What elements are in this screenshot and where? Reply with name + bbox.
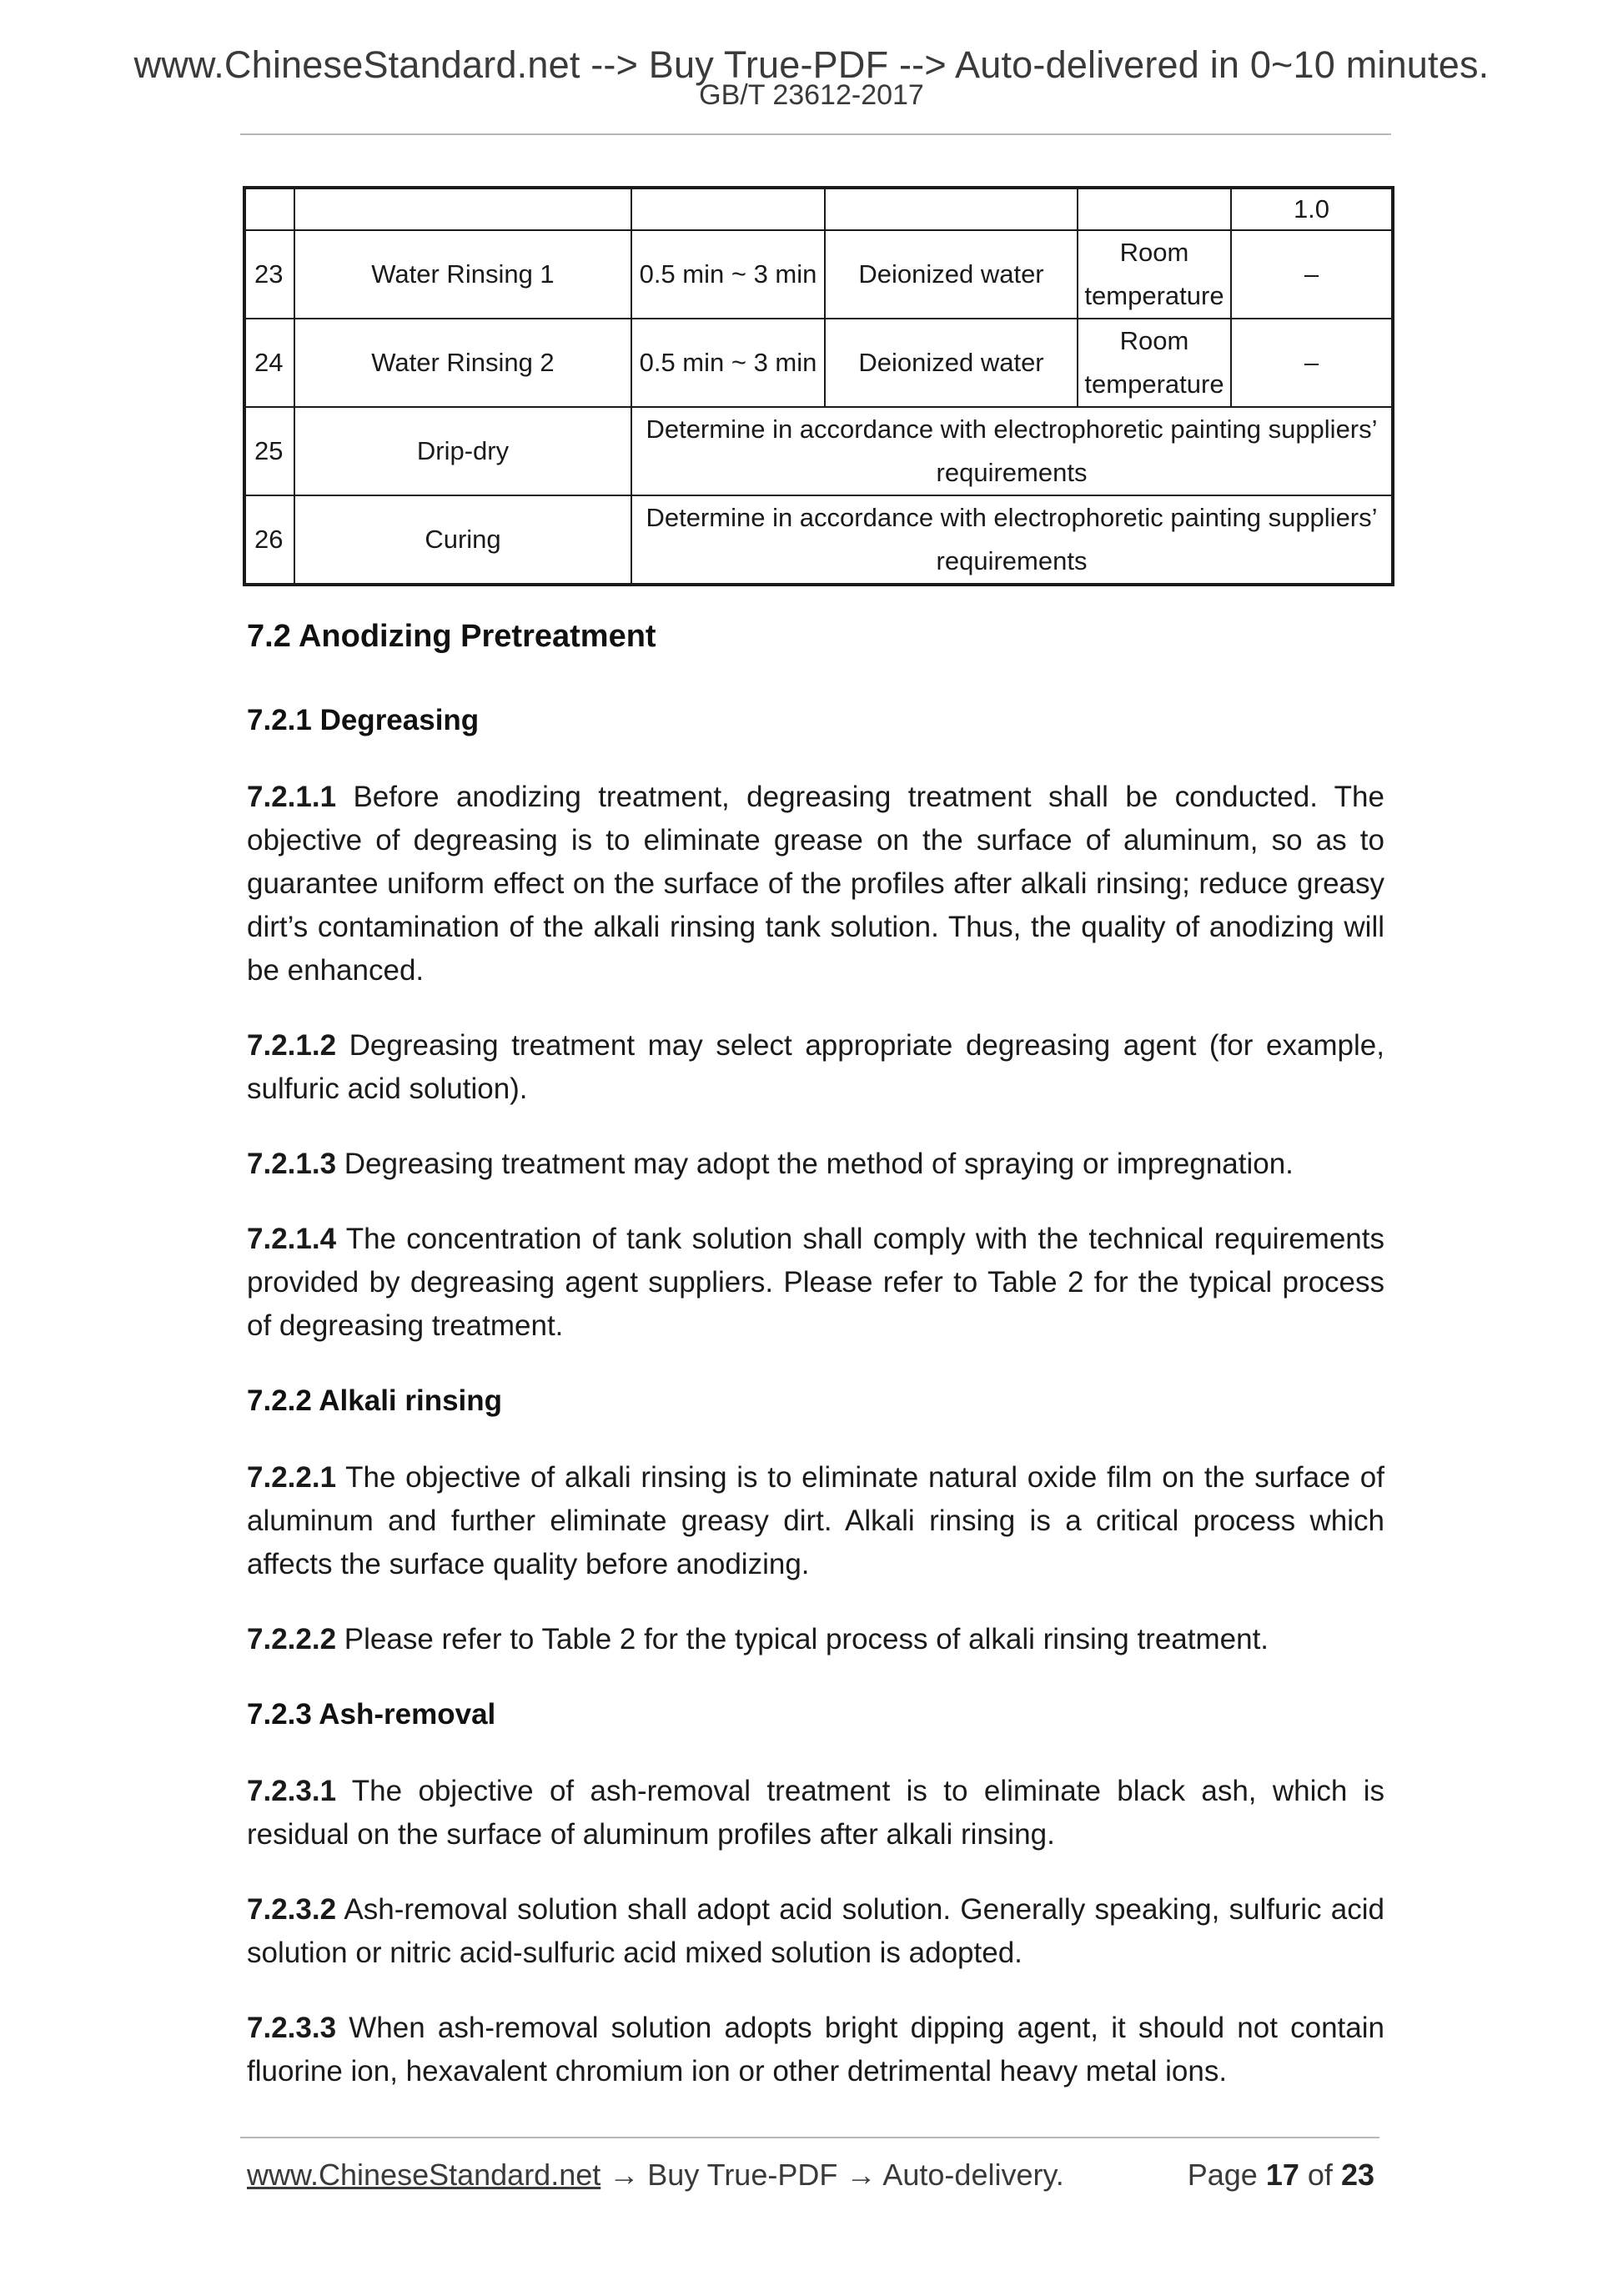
step-number: 24: [244, 319, 294, 407]
clause-number: 7.2.1.3: [247, 1148, 337, 1180]
paragraph: [247, 1143, 1384, 1186]
table-row: [244, 407, 1393, 495]
subsection-heading: 7.2.1 Degreasing: [247, 704, 480, 736]
arrow-right-icon: →: [846, 2158, 877, 2192]
clause-text: Degreasing treatment may select appropriate degreasing agent (for example, sulfuric acid solution).: [247, 1029, 1384, 1105]
step-number: 25: [244, 407, 294, 495]
step-medium: Deionized water: [825, 319, 1078, 407]
paragraph: [247, 1618, 1384, 1661]
clause-number: 7.2.1.2: [247, 1029, 337, 1062]
table-row: [244, 230, 1393, 319]
paragraph: [247, 776, 1384, 992]
clause-text: The objective of ash-removal treatment is to eliminate black ash, which is residual on the surface of aluminum profiles after alkali rinsing.: [247, 1775, 1384, 1851]
clause-number: 7.2.3.3: [247, 2012, 337, 2044]
step-other: –: [1231, 319, 1393, 407]
step-number: 26: [244, 495, 294, 585]
step-time: 0.5 min ~ 3 min: [631, 319, 825, 407]
clause-text: The objective of alkali rinsing is to eliminate natural oxide film on the surface of aluminum and further eliminate greasy dirt. Alkali rinsing is a critical process which affects the surface quality before anodizing.: [247, 1461, 1384, 1580]
footer-delivery-text: Auto-delivery.: [882, 2158, 1064, 2192]
table-cell: 1.0: [1231, 188, 1393, 230]
clause-number: 7.2.3.2: [247, 1893, 337, 1926]
table-cell: [1078, 188, 1231, 230]
step-temperature: Room temperature: [1078, 319, 1231, 407]
clause-text: When ash-removal solution adopts bright dipping agent, it should not contain fluorine ion, hexavalent chromium ion or other detrimental heavy metal ions.: [247, 2012, 1384, 2088]
table-cell: [244, 188, 294, 230]
paragraph: [247, 1888, 1384, 1975]
step-requirement: Determine in accordance with electrophoretic painting suppliers’ requirements: [631, 495, 1393, 585]
paragraph: [247, 2007, 1384, 2093]
page-footer: [247, 2150, 1374, 2200]
table-cell: [825, 188, 1078, 230]
step-number: 23: [244, 230, 294, 319]
paragraph: [247, 1456, 1384, 1586]
clause-number: 7.2.1.4: [247, 1223, 337, 1255]
paragraph: [247, 1770, 1384, 1856]
document-body: [247, 599, 1384, 2125]
step-requirement: Determine in accordance with electrophoretic painting suppliers’ requirements: [631, 407, 1393, 495]
step-name: Curing: [294, 495, 631, 585]
step-name: Water Rinsing 2: [294, 319, 631, 407]
page-number: 17: [1265, 2158, 1299, 2192]
clause-text: Ash-removal solution shall adopt acid solution. Generally speaking, sulfuric acid solution or nitric acid-sulfuric acid mixed solution is adopted.: [247, 1893, 1384, 1969]
step-name: Water Rinsing 1: [294, 230, 631, 319]
page-label: Page: [1187, 2158, 1258, 2192]
clause-text: The concentration of tank solution shall comply with the technical requirements provided by degreasing agent suppliers. Please refer to Table 2 for the typical process of degreasing treatment.: [247, 1223, 1384, 1342]
step-medium: Deionized water: [825, 230, 1078, 319]
table-cell: [294, 188, 631, 230]
step-temperature: Room temperature: [1078, 230, 1231, 319]
standard-number: GB/T 23612-2017: [699, 79, 924, 111]
clause-number: 7.2.3.1: [247, 1775, 337, 1807]
footer-buy-text: Buy True-PDF: [647, 2158, 838, 2192]
arrow-right-icon: →: [609, 2158, 640, 2192]
paragraph: [247, 1218, 1384, 1348]
footer-divider: [240, 2137, 1379, 2138]
paragraph: [247, 1024, 1384, 1111]
table-row: [244, 188, 1393, 230]
header-divider: [240, 133, 1391, 135]
clause-text: Before anodizing treatment, degreasing treatment shall be conducted. The objective of degreasing is to eliminate grease on the surface of aluminum, so as to guarantee uniform effect on the surface of the profiles after alkali rinsing; reduce greasy dirt’s contamination of the alkali rinsing tank solution. Thus, the quality of anodizing will be enhanced.: [247, 781, 1384, 987]
clause-text: Please refer to Table 2 for the typical process of alkali rinsing treatment.: [336, 1623, 1269, 1655]
clause-text: Degreasing treatment may adopt the method of spraying or impregnation.: [336, 1148, 1294, 1180]
footer-promo: [247, 2150, 1064, 2200]
clause-number: 7.2.2.1: [247, 1461, 337, 1494]
site-banner: www.ChineseStandard.net --> Buy True-PDF --> Auto-delivered in 0~10 minutes.: [133, 43, 1490, 86]
step-name: Drip-dry: [294, 407, 631, 495]
of-label: of: [1307, 2158, 1333, 2192]
table-row: [244, 495, 1393, 585]
subsection-heading: 7.2.2 Alkali rinsing: [247, 1384, 503, 1417]
footer-site-link[interactable]: www.ChineseStandard.net: [247, 2158, 601, 2192]
table-cell: [631, 188, 825, 230]
clause-number: 7.2.2.2: [247, 1623, 337, 1655]
page-total: 23: [1340, 2158, 1374, 2192]
section-heading: 7.2 Anodizing Pretreatment: [247, 619, 656, 654]
subsection-heading: 7.2.3 Ash-removal: [247, 1698, 496, 1731]
step-time: 0.5 min ~ 3 min: [631, 230, 825, 319]
clause-number: 7.2.1.1: [247, 781, 337, 813]
process-table: [243, 186, 1394, 586]
table-row: [244, 319, 1393, 407]
step-other: –: [1231, 230, 1393, 319]
page-indicator: [1188, 2150, 1374, 2200]
